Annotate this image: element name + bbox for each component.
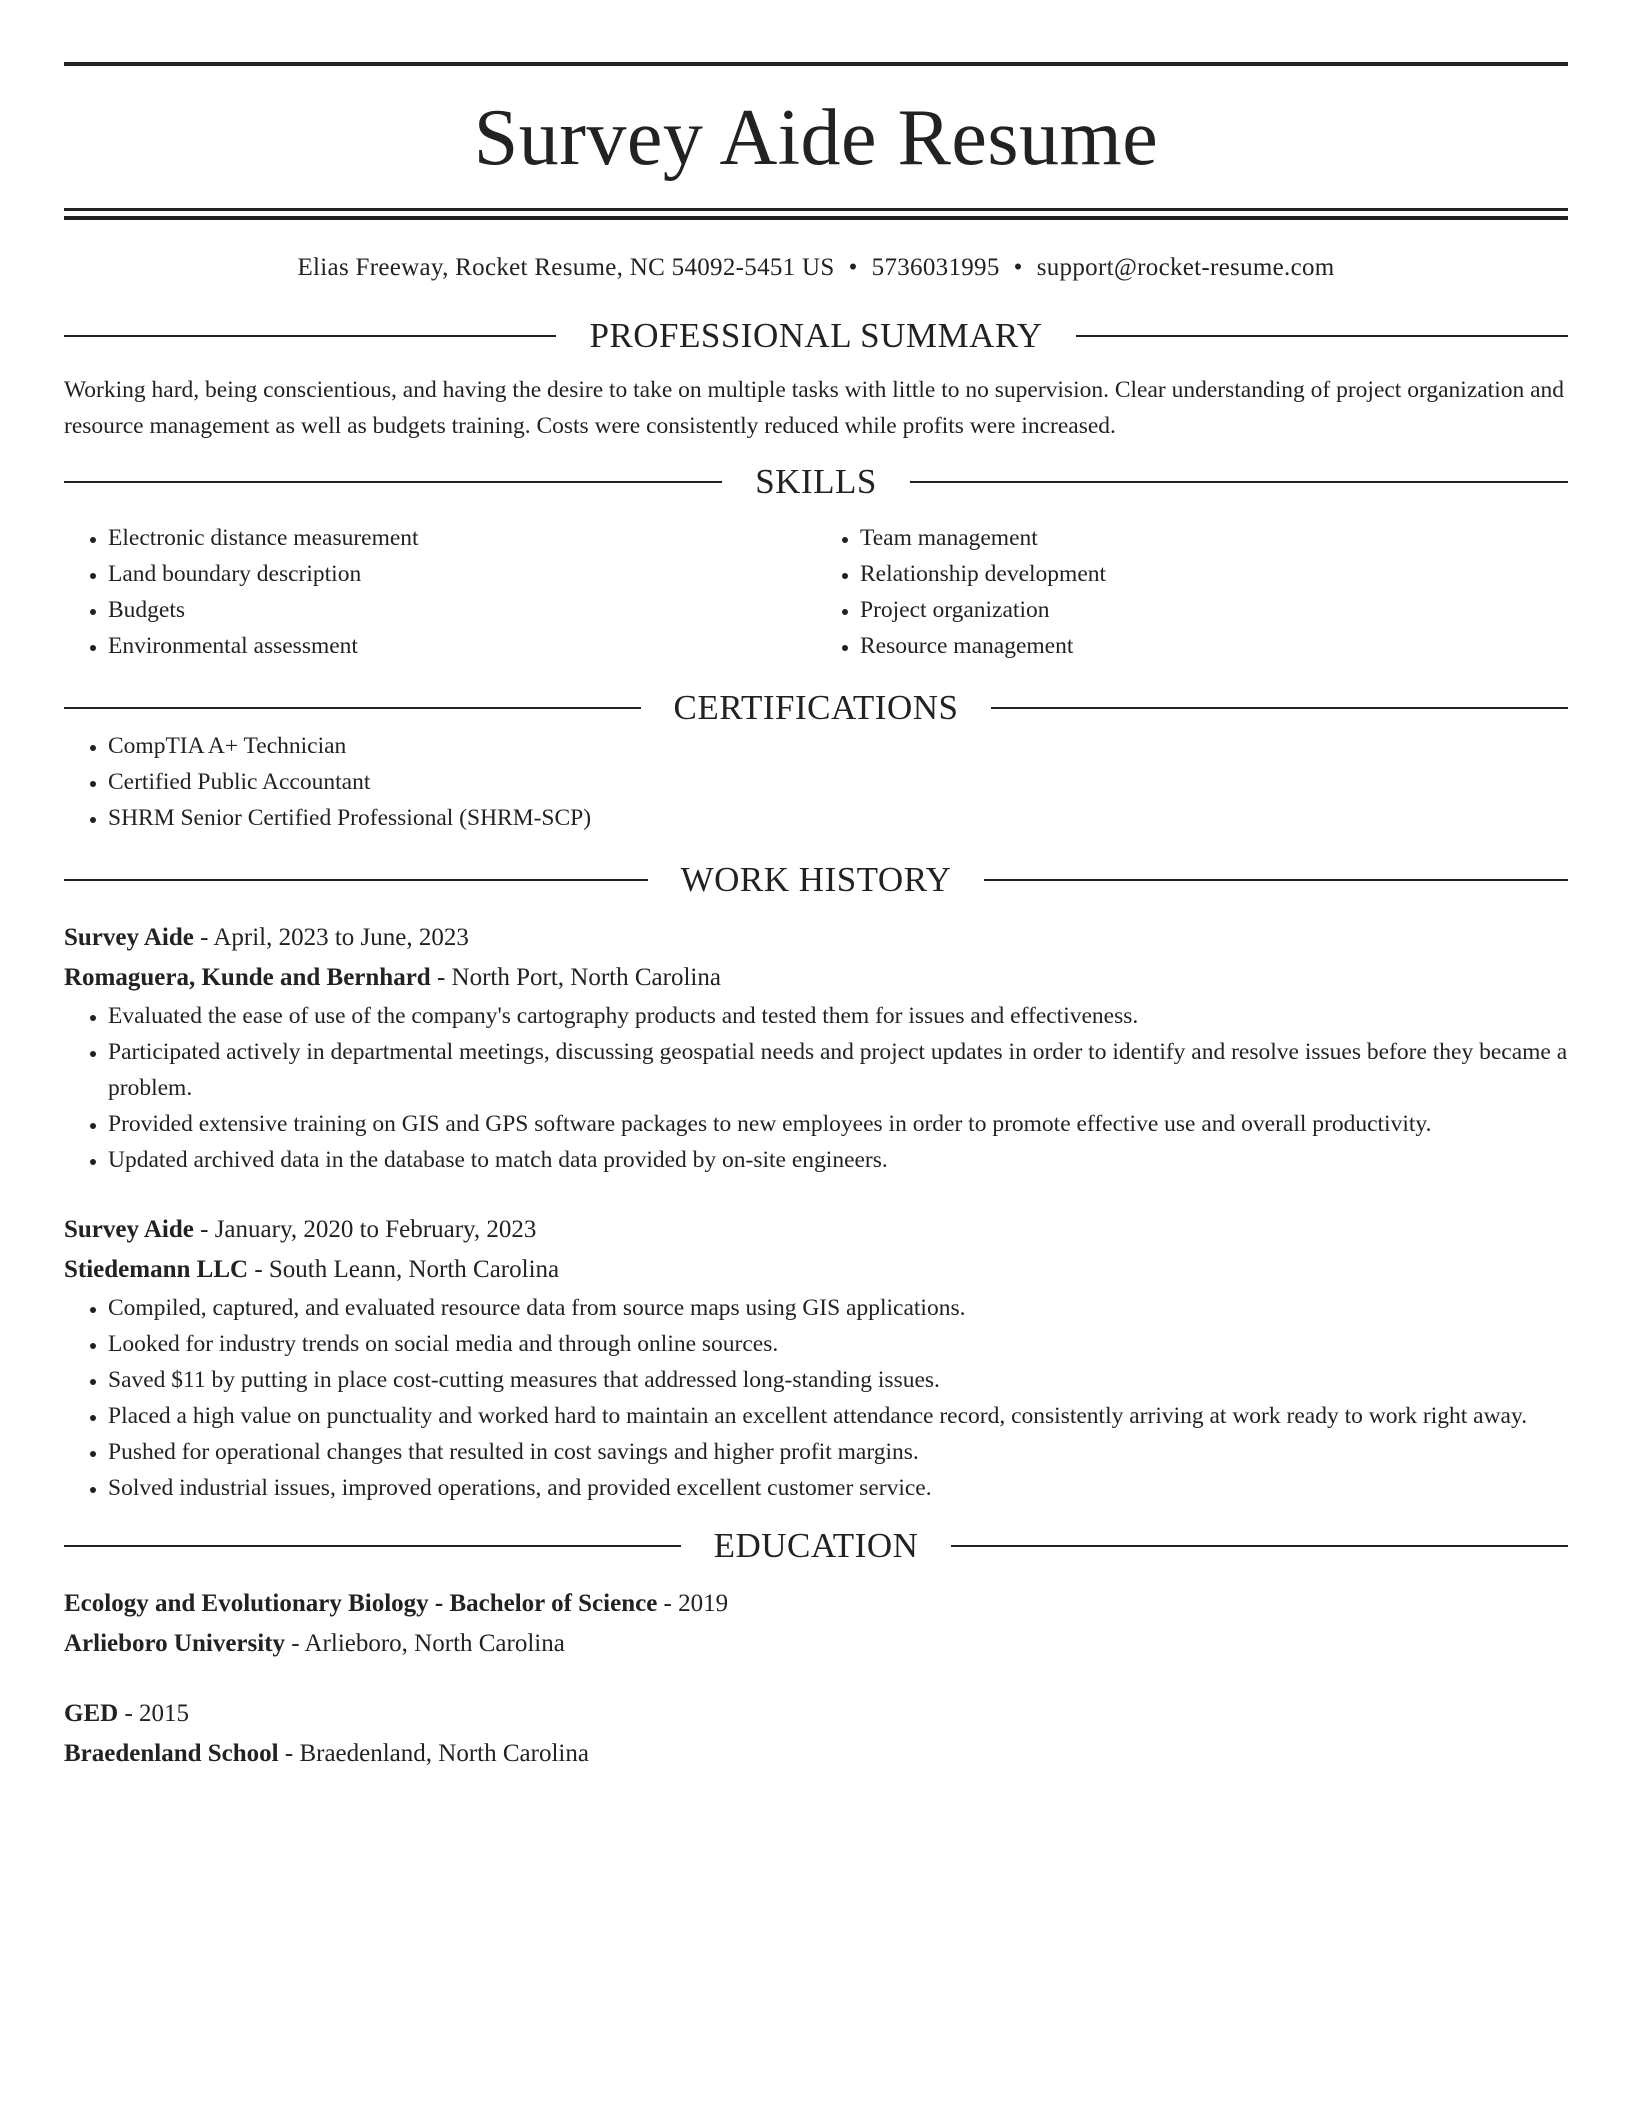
skill-item: • Resource management <box>860 628 1568 664</box>
job-dates: - April, 2023 to June, 2023 <box>193 924 469 951</box>
section-divider <box>910 481 1568 483</box>
education-degree: GED <box>64 1700 119 1727</box>
job-title-line <box>64 1210 1568 1250</box>
resume-page <box>64 62 1568 1774</box>
contact-address: Elias Freeway, Rocket Resume, NC 54092-5451 US <box>297 254 835 281</box>
education-entry <box>64 1694 1568 1774</box>
contact-line <box>64 254 1568 282</box>
title-double-rule <box>64 208 1568 220</box>
education-year: - 2019 <box>657 1590 729 1617</box>
skill-item: • Team management <box>860 520 1568 556</box>
section-divider <box>64 707 641 709</box>
education-location: - Braedenland, North Carolina <box>278 1740 589 1767</box>
education-school: Braedenland School <box>64 1740 279 1767</box>
education-degree-line <box>64 1694 1568 1734</box>
skill-item: • Relationship development <box>860 556 1568 592</box>
professional-summary-text: Working hard, being conscientious, and having the desire to take on multiple tasks with little to no supervision. Clear understanding of project organization and resource management as well as budgets training. Costs were consistently reduced while profits were increased. <box>64 377 1565 439</box>
skill-item: • Electronic distance measurement <box>108 520 816 556</box>
education-entry <box>64 1584 1568 1664</box>
skill-item: • Environmental assessment <box>108 628 816 664</box>
top-rule <box>64 62 1568 66</box>
skills-column-left <box>64 520 816 664</box>
section-title-education: EDUCATION <box>713 1526 919 1565</box>
job-bullet: • Evaluated the ease of use of the company's cartography products and tested them for issues and effectiveness. <box>108 998 1568 1034</box>
job-title: Survey Aide <box>64 924 194 951</box>
job-location: - South Leann, North Carolina <box>248 1256 560 1283</box>
job-company-line <box>64 958 1568 998</box>
section-divider <box>64 335 556 337</box>
section-header-skills <box>64 462 1568 502</box>
job-title: Survey Aide <box>64 1216 194 1243</box>
job-location: - North Port, North Carolina <box>430 964 721 991</box>
job-bullet: • Pushed for operational changes that resulted in cost savings and higher profit margins. <box>108 1434 1568 1470</box>
education-school-line <box>64 1624 1568 1664</box>
job-company-line <box>64 1250 1568 1290</box>
certification-item: • SHRM Senior Certified Professional (SHRM-SCP) <box>108 800 1568 836</box>
contact-phone: 5736031995 <box>871 254 1000 281</box>
job-bullets <box>64 998 1568 1178</box>
contact-separator: • <box>848 254 858 281</box>
job-bullet: • Provided extensive training on GIS and GPS software packages to new employees in order to promote effective use and overall productivity. <box>108 1106 1568 1142</box>
job-title-line <box>64 918 1568 958</box>
section-header-summary <box>64 316 1568 356</box>
job-bullet: • Participated actively in departmental meetings, discussing geospatial needs and project updates in order to identify and resolve issues before they became a problem. <box>108 1034 1568 1106</box>
section-title-work-history: WORK HISTORY <box>680 860 952 899</box>
job-bullet: • Looked for industry trends on social media and through online sources. <box>108 1326 1568 1362</box>
section-title-certifications: CERTIFICATIONS <box>673 688 959 727</box>
section-divider <box>951 1545 1568 1547</box>
education-school: Arlieboro University <box>64 1630 286 1657</box>
education-school-line <box>64 1734 1568 1774</box>
section-divider <box>984 879 1568 881</box>
job-company: Stiedemann LLC <box>64 1256 249 1283</box>
job-entry <box>64 1210 1568 1506</box>
section-divider <box>64 481 722 483</box>
job-bullet: • Compiled, captured, and evaluated resource data from source maps using GIS applications. <box>108 1290 1568 1326</box>
education-degree: Ecology and Evolutionary Biology - Bachelor of Science <box>64 1590 658 1617</box>
job-bullet: • Solved industrial issues, improved operations, and provided excellent customer service. <box>108 1470 1568 1506</box>
section-divider <box>64 1545 681 1547</box>
section-title-summary: PROFESSIONAL SUMMARY <box>589 316 1043 355</box>
section-header-certifications <box>64 688 1568 728</box>
skill-item: • Budgets <box>108 592 816 628</box>
job-company: Romaguera, Kunde and Bernhard <box>64 964 431 991</box>
section-title-skills: SKILLS <box>755 462 877 501</box>
certification-item: • Certified Public Accountant <box>108 764 1568 800</box>
education-location: - Arlieboro, North Carolina <box>285 1630 565 1657</box>
contact-email: support@rocket-resume.com <box>1036 254 1335 281</box>
certifications-list <box>64 728 1568 836</box>
section-divider <box>1076 335 1568 337</box>
skills-column-right <box>816 520 1568 664</box>
certification-item: • CompTIA A+ Technician <box>108 728 1568 764</box>
section-header-education <box>64 1526 1568 1566</box>
section-divider <box>991 707 1568 709</box>
section-header-work-history <box>64 860 1568 900</box>
education-degree-line <box>64 1584 1568 1624</box>
skill-item: • Project organization <box>860 592 1568 628</box>
skill-item: • Land boundary description <box>108 556 816 592</box>
skills-list <box>64 520 1568 664</box>
job-entry <box>64 918 1568 1178</box>
job-bullets <box>64 1290 1568 1506</box>
job-bullet: • Saved $11 by putting in place cost-cutting measures that addressed long-standing issues. <box>108 1362 1568 1398</box>
resume-title: Survey Aide Resume <box>473 94 1159 182</box>
education-year: - 2015 <box>118 1700 190 1727</box>
contact-separator: • <box>1013 254 1023 281</box>
job-bullet: • Placed a high value on punctuality and worked hard to maintain an excellent attendance record, consistently arriving at work ready to work right away. <box>108 1398 1568 1434</box>
job-bullet: • Updated archived data in the database to match data provided by on-site engineers. <box>108 1142 1568 1178</box>
job-dates: - January, 2020 to February, 2023 <box>193 1216 537 1243</box>
section-divider <box>64 879 648 881</box>
